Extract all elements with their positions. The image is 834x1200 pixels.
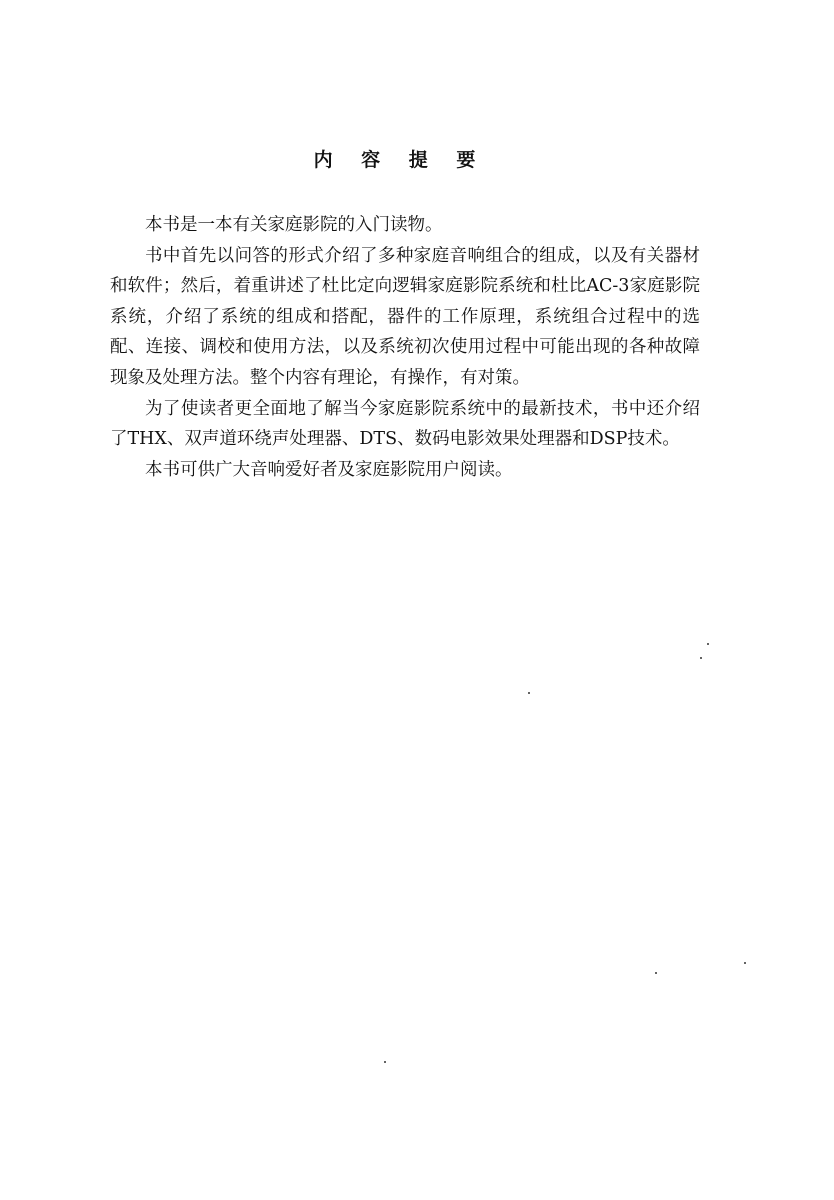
scan-speck xyxy=(528,692,530,694)
paragraph-contents: 书中首先以问答的形式介绍了多种家庭音响组合的组成，以及有关器材和软件；然后，着重讲述了杜比定向逻辑家庭影院系统和杜比AC-3家庭影院系统，介绍了系统的组成和搭配，器件的工作原理，系统组合过程中的选配、连接、调校和使用方法，以及系统初次使用过程中可能出现的各种故障现象及处理方法。整个内容有理论，有操作，有对策。 xyxy=(110,245,700,388)
scan-speck xyxy=(700,657,702,659)
paragraph-audience: 本书可供广大音响爱好者及家庭影院用户阅读。 xyxy=(145,459,513,480)
page-title: 内 容 提 要 xyxy=(313,149,487,171)
scan-speck xyxy=(655,972,657,974)
scan-speck xyxy=(707,643,709,645)
paragraph-intro: 本书是一本有关家庭影院的入门读物。 xyxy=(145,215,443,235)
summary-text xyxy=(110,210,700,485)
scan-speck xyxy=(744,962,746,964)
scan-speck xyxy=(384,1061,386,1063)
paragraph-technologies: 为了使读者更全面地了解当今家庭影院系统中的最新技术，书中还介绍了THX、双声道环绕声处理器、DTS、数码电影效果处理器和DSP技术。 xyxy=(110,398,700,450)
